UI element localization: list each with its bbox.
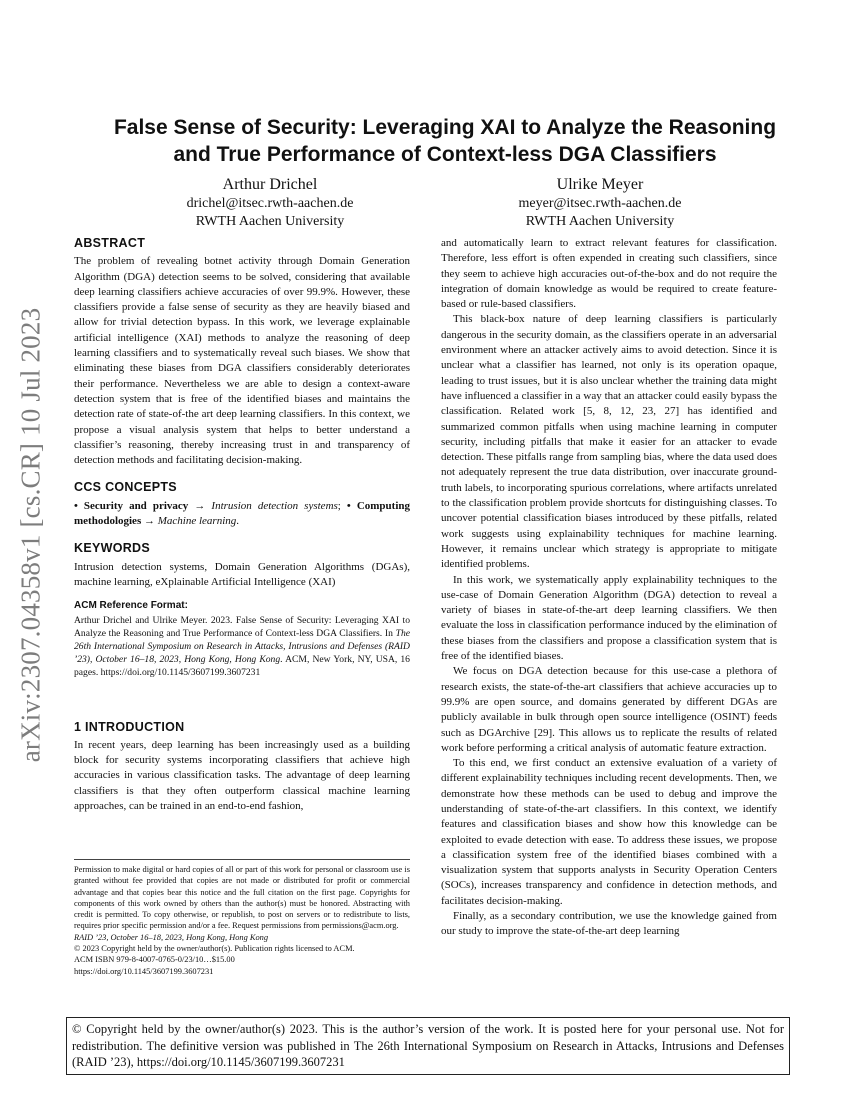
acm-ref-part-2: . ACM, New York, NY, USA, 16 pages. https://doi.org/10.1145/3607199.3607231 (74, 654, 410, 679)
right-paragraph-4: We focus on DGA detection because for this use-case a plethora of research exists, the state-of-the-art classifiers that achieve accuracies up to 99.9% are open source, and domains generated by different DGAs are publicly available in bulk through open source intelligence (OSINT) feeds such as DGArchive [29]. This allows us to replicate the results of related work before performing a critical analysis of automatic feature extraction. (441, 665, 777, 754)
abstract-heading: ABSTRACT (74, 236, 146, 250)
ccs-heading: CCS CONCEPTS (74, 480, 177, 495)
permission-footnote (74, 859, 410, 977)
ccs-text (74, 499, 410, 530)
author-email[interactable]: drichel@itsec.rwth-aachen.de (186, 196, 354, 211)
acm-ref-part-1: Arthur Drichel and Ulrike Meyer. 2023. False Sense of Security: Leveraging XAI to Analyze the Reasoning and True Performance of Context-less DGA Classifiers. In (74, 614, 410, 639)
footnote-doi[interactable]: https://doi.org/10.1145/3607199.3607231 (74, 966, 214, 976)
ccs-end: . (236, 515, 239, 528)
intro-heading: 1 INTRODUCTION (74, 719, 185, 734)
right-paragraph-3: In this work, we systematically apply explainability techniques to the use-case of Domain Generation Algorithm (DGA) detection to reveal a variety of biases in state-of-the-art deep learning classifiers. We then evaluate the loss in classification performance induced by the elimination of these biases from the classifiers and propose a classification system that is free of the identified biases. (441, 573, 777, 663)
author-name: Arthur Drichel (222, 176, 318, 193)
keywords-text: Intrusion detection systems, Domain Generation Algorithms (DGAs), machine learning, eXplainable Artificial Intelligence (XAI) (74, 560, 410, 588)
paper-title (60, 114, 830, 168)
author-block-2 (450, 174, 750, 231)
right-paragraph-1: and automatically learn to extract relevant features for classification. Therefore, less effort is often expended in creating such classifiers, since they seem to achieve high accuracies out-of-the-box and do not require the integration of domain knowledge as would be required to create feature-based or rule-based classifiers. (441, 237, 777, 311)
right-paragraph-6: Finally, as a secondary contribution, we use the knowledge gained from our study to improve the state-of-the-art deep learning (441, 910, 777, 938)
right-paragraph-2: This black-box nature of deep learning classifiers is particularly dangerous in the security domain, as the classifiers operate in an adversarial environment where an attacker actively aims to avoid detection. Since it is unclear what a classifier has learned, not only is its operation opaque, leading to trust issues, but it is also unclear whether the training data might have influenced a classifier in a way that an attacker could easily bypass the classification. Related work [5, 8, 12, 23, 27] has identified and summarized common pitfalls when using machine learning in computer security, including pitfalls that make it easier for an attacker to evade detection. These pitfalls range from sampling bias, where the data used does not adequately represent the true data distribution, over inaccurate ground-truth labels, to incorporating spurious correlations, where artifacts unrelated to the classification problem provide shortcuts for distinguishing classes. To uncover potential classification biases introduced by these pitfalls, related work suggests using explainability techniques for machine learning. However, it remains unclear which strategy is appropriate to mitigate identified problems. (441, 313, 777, 571)
author-email[interactable]: meyer@itsec.rwth-aachen.de (518, 196, 682, 211)
arxiv-stamp (6, 300, 56, 770)
arxiv-stamp-text: arXiv:2307.04358v1 [cs.CR] 10 Jul 2023 (15, 307, 46, 763)
keywords-heading: KEYWORDS (74, 541, 151, 556)
ccs-term-2: Machine learning (157, 515, 237, 528)
acm-ref-venue: The 26th International Symposium on Research in Attacks, Intrusions and Defenses (RAID ’23), October 16–18, 2023, Hong Kong, Hong Kong (74, 627, 410, 666)
copyright-box: © Copyright held by the owner/author(s) 2023. This is the author’s version of the work. It is posted here for your personal use. Not for redistribution. The definitive version was published in The 26th International Symposium on Research in Attacks, Intrusions and Defenses (RAID ’23), https://doi.org/10.1145/3607199.3607231 (66, 1017, 790, 1075)
author-affiliation: RWTH Aachen University (525, 214, 675, 229)
intro-paragraph-1: In recent years, deep learning has been increasingly used as a building block for security systems incorporating classifiers that achieve high accuracies in various classification tasks. The advantage of deep learning classifiers is that they often outperform classical machine learning approaches, can be trained in an end-to-end fashion, (74, 738, 410, 813)
ccs-arrow-1: → (188, 499, 212, 512)
right-column (441, 236, 777, 940)
author-name: Ulrike Meyer (556, 176, 644, 193)
acm-ref-text (74, 614, 410, 680)
footnote-conference: RAID ’23, October 16–18, 2023, Hong Kong, Hong Kong (74, 932, 269, 942)
ccs-bullet-2: • Computing methodologies (74, 499, 411, 528)
footnote-copyright: © 2023 Copyright held by the owner/author(s). Publication rights licensed to ACM. (74, 944, 355, 954)
title-line-1: False Sense of Security: Leveraging XAI to Analyze the Reasoning (113, 116, 777, 139)
ccs-bullet-1: • Security and privacy (74, 499, 189, 512)
acm-ref-heading: ACM Reference Format: (74, 600, 188, 612)
abstract-text: The problem of revealing botnet activity through Domain Generation Algorithm (DGA) detection seems to be solved, considering that available deep learning classifiers achieve accuracies of over 99.9%. However, these classifiers provide a false sense of security as they are heavily biased and allow for trivial detection bypass. In this work, we leverage explainable artificial intelligence (XAI) methods to analyze the reasoning of deep learning classifiers and to systematically reveal such biases. We show that eliminating these biases from DGA classifiers considerably deteriorates their performance. Nevertheless we are able to design a context-aware detection system that is free of the identified biases and maintains the detection rate of state-of-the art deep learning classifiers. In this context, we propose a visual analysis system that helps to better understand a classifier’s reasoning, thereby increasing trust in and transparency of detection methods and facilitating decision-making. (74, 255, 410, 467)
ccs-term-1: Intrusion detection systems (211, 499, 338, 512)
footnote-permission: Permission to make digital or hard copies of all or part of this work for personal or classroom use is granted without fee provided that copies are not made or distributed for profit or commercial advantage and that copies bear this notice and the full citation on the first page. Copyrights for components of this work owned by others than the author(s) must be honored. Abstracting with credit is permitted. To copy otherwise, or republish, to post on servers or to redistribute to lists, requires prior specific permission and/or a fee. Request permissions from permissions@acm.org. (74, 865, 410, 931)
ccs-arrow-2: → (141, 515, 158, 528)
title-line-2: and True Performance of Context-less DGA Classifiers (173, 143, 717, 166)
author-affiliation: RWTH Aachen University (195, 214, 345, 229)
author-block-1 (120, 174, 420, 231)
ccs-separator: ; (337, 499, 347, 512)
right-paragraph-5: To this end, we first conduct an extensive evaluation of a variety of different explainability techniques including recent developments. Then, we demonstrate how these methods can be used to debug and improve the understanding of state-of-the-art classifiers. In this context, we identify features and classification biases and show how this knowledge can be exploited to evade detection with ease. To address these issues, we propose a classification system free of the identified biases combined with a visualization system that supports analysts in Security Operation Centers (SOCs), increases transparency and confidence in detection methods, and facilitates decision-making. (441, 757, 777, 907)
left-column (74, 236, 410, 814)
footnote-isbn: ACM ISBN 979-8-4007-0765-0/23/10…$15.00 (74, 955, 235, 965)
